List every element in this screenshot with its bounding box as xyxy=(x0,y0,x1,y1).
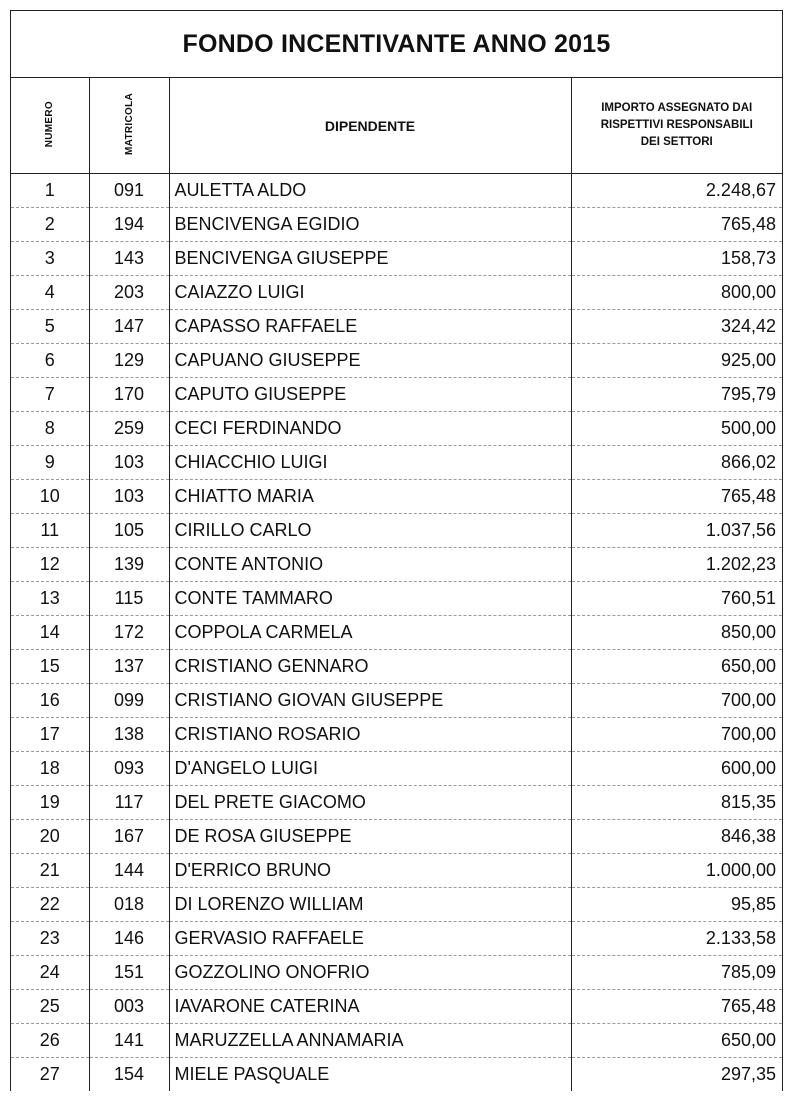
table-body xyxy=(11,174,782,1092)
cell-matricola: 139 xyxy=(89,548,169,582)
cell-numero: 14 xyxy=(11,616,89,650)
table-row xyxy=(11,548,782,582)
cell-matricola: 115 xyxy=(89,582,169,616)
table-row xyxy=(11,752,782,786)
header-dipendente: DIPENDENTE xyxy=(169,78,571,174)
cell-numero: 5 xyxy=(11,310,89,344)
cell-numero: 3 xyxy=(11,242,89,276)
cell-numero: 11 xyxy=(11,514,89,548)
cell-importo: 2.248,67 xyxy=(571,174,782,208)
cell-importo: 1.202,23 xyxy=(571,548,782,582)
cell-importo: 650,00 xyxy=(571,650,782,684)
table-row xyxy=(11,854,782,888)
cell-dipendente: CHIATTO MARIA xyxy=(169,480,571,514)
cell-numero: 18 xyxy=(11,752,89,786)
cell-matricola: 147 xyxy=(89,310,169,344)
cell-numero: 22 xyxy=(11,888,89,922)
cell-dipendente: D'ERRICO BRUNO xyxy=(169,854,571,888)
cell-matricola: 144 xyxy=(89,854,169,888)
cell-importo: 650,00 xyxy=(571,1024,782,1058)
cell-dipendente: CRISTIANO GENNARO xyxy=(169,650,571,684)
cell-importo: 95,85 xyxy=(571,888,782,922)
cell-numero: 15 xyxy=(11,650,89,684)
cell-dipendente: DE ROSA GIUSEPPE xyxy=(169,820,571,854)
table-row xyxy=(11,650,782,684)
cell-numero: 25 xyxy=(11,990,89,1024)
cell-matricola: 093 xyxy=(89,752,169,786)
header-matricola: MATRICOLA xyxy=(89,78,169,174)
cell-matricola: 103 xyxy=(89,446,169,480)
cell-numero: 21 xyxy=(11,854,89,888)
cell-numero: 27 xyxy=(39,1064,60,1084)
header-importo-line: DEI SETTORI xyxy=(640,136,713,148)
header-importo-line: RISPETTIVI RESPONSABILI xyxy=(600,119,753,131)
cell-matricola: 138 xyxy=(89,718,169,752)
cell-matricola: 170 xyxy=(89,378,169,412)
cell-dipendente: CECI FERDINANDO xyxy=(169,412,571,446)
cell-numero: 19 xyxy=(11,786,89,820)
cell-numero: 26 xyxy=(11,1024,89,1058)
table-header-row xyxy=(11,78,782,174)
cell-dipendente: CAPASSO RAFFAELE xyxy=(169,310,571,344)
cell-dipendente: CAPUANO GIUSEPPE xyxy=(169,344,571,378)
cell-dipendente: CONTE ANTONIO xyxy=(169,548,571,582)
cell-matricola: 259 xyxy=(89,412,169,446)
cell-numero: 8 xyxy=(11,412,89,446)
table-row xyxy=(11,582,782,616)
cell-dipendente: CRISTIANO ROSARIO xyxy=(169,718,571,752)
table-row xyxy=(11,820,782,854)
cell-dipendente: COPPOLA CARMELA xyxy=(169,616,571,650)
cell-numero: 9 xyxy=(11,446,89,480)
cell-matricola: 151 xyxy=(89,956,169,990)
cell-importo: 500,00 xyxy=(571,412,782,446)
table-row xyxy=(11,344,782,378)
cell-matricola: 137 xyxy=(89,650,169,684)
table-row xyxy=(11,786,782,820)
table-row xyxy=(11,480,782,514)
cell-dipendente: DI LORENZO WILLIAM xyxy=(169,888,571,922)
cell-numero: 10 xyxy=(11,480,89,514)
cell-dipendente: GERVASIO RAFFAELE xyxy=(169,922,571,956)
cell-numero: 17 xyxy=(11,718,89,752)
table-row xyxy=(11,922,782,956)
table-row xyxy=(11,1024,782,1058)
table-row xyxy=(11,378,782,412)
cell-importo: 785,09 xyxy=(571,956,782,990)
cell-dipendente: IAVARONE CATERINA xyxy=(169,990,571,1024)
cell-importo: 765,48 xyxy=(571,208,782,242)
incentive-table xyxy=(11,78,782,1091)
table-row xyxy=(11,616,782,650)
cell-dipendente: BENCIVENGA EGIDIO xyxy=(169,208,571,242)
cell-importo: 1.037,56 xyxy=(571,514,782,548)
cell-dipendente: BENCIVENGA GIUSEPPE xyxy=(169,242,571,276)
cell-importo: 846,38 xyxy=(571,820,782,854)
cell-matricola: 105 xyxy=(89,514,169,548)
cell-matricola: 141 xyxy=(89,1024,169,1058)
cell-importo: 324,42 xyxy=(571,310,782,344)
cell-numero: 12 xyxy=(11,548,89,582)
cell-dipendente: CAPUTO GIUSEPPE xyxy=(169,378,571,412)
table-row xyxy=(11,684,782,718)
table-row xyxy=(11,718,782,752)
cell-numero: 16 xyxy=(11,684,89,718)
cell-matricola: 154 xyxy=(89,1058,169,1092)
table-row xyxy=(11,208,782,242)
cell-dipendente: CONTE TAMMARO xyxy=(169,582,571,616)
table-row xyxy=(11,412,782,446)
cell-matricola: 129 xyxy=(89,344,169,378)
table-row xyxy=(11,174,782,208)
cell-dipendente: D'ANGELO LUIGI xyxy=(169,752,571,786)
cell-dipendente: GOZZOLINO ONOFRIO xyxy=(169,956,571,990)
header-importo-line: IMPORTO ASSEGNATO DAI xyxy=(601,102,753,114)
table-row xyxy=(11,242,782,276)
table-row xyxy=(11,956,782,990)
cell-importo: 760,51 xyxy=(571,582,782,616)
cell-matricola: 167 xyxy=(89,820,169,854)
cell-matricola: 172 xyxy=(89,616,169,650)
cell-matricola: 146 xyxy=(89,922,169,956)
table-row xyxy=(11,990,782,1024)
cell-matricola: 203 xyxy=(89,276,169,310)
cell-importo: 765,48 xyxy=(571,990,782,1024)
cell-importo: 850,00 xyxy=(571,616,782,650)
header-importo xyxy=(571,78,782,174)
cell-matricola: 117 xyxy=(89,786,169,820)
cell-importo: 700,00 xyxy=(571,684,782,718)
cell-numero: 24 xyxy=(11,956,89,990)
cell-dipendente: MARUZZELLA ANNAMARIA xyxy=(169,1024,571,1058)
cell-numero: 4 xyxy=(11,276,89,310)
cell-dipendente: CAIAZZO LUIGI xyxy=(169,276,571,310)
cell-dipendente: CHIACCHIO LUIGI xyxy=(169,446,571,480)
cell-importo: 1.000,00 xyxy=(571,854,782,888)
cell-dipendente: MIELE PASQUALE xyxy=(169,1058,571,1092)
table-row xyxy=(11,888,782,922)
cell-importo: 866,02 xyxy=(571,446,782,480)
cell-matricola: 194 xyxy=(89,208,169,242)
cell-matricola: 099 xyxy=(89,684,169,718)
cell-matricola: 003 xyxy=(89,990,169,1024)
cell-importo: 2.133,58 xyxy=(571,922,782,956)
table-row xyxy=(11,1058,782,1092)
cell-numero: 13 xyxy=(11,582,89,616)
cell-importo: 795,79 xyxy=(571,378,782,412)
cell-numero: 20 xyxy=(11,820,89,854)
cell-importo: 800,00 xyxy=(571,276,782,310)
cell-numero: 23 xyxy=(11,922,89,956)
document-title: FONDO INCENTIVANTE ANNO 2015 xyxy=(11,11,782,78)
cell-importo: 765,48 xyxy=(571,480,782,514)
cell-numero: 2 xyxy=(11,208,89,242)
table-row xyxy=(11,514,782,548)
cell-numero: 7 xyxy=(11,378,89,412)
cell-importo: 158,73 xyxy=(571,242,782,276)
table-row xyxy=(11,276,782,310)
cell-dipendente: CRISTIANO GIOVAN GIUSEPPE xyxy=(169,684,571,718)
cell-importo: 297,35 xyxy=(571,1058,782,1092)
cell-dipendente: CIRILLO CARLO xyxy=(169,514,571,548)
cell-matricola: 143 xyxy=(89,242,169,276)
cell-importo: 815,35 xyxy=(571,786,782,820)
cell-matricola: 091 xyxy=(89,174,169,208)
table-row xyxy=(11,446,782,480)
header-numero: NUMERO xyxy=(11,78,89,174)
cell-matricola: 018 xyxy=(89,888,169,922)
cell-dipendente: AULETTA ALDO xyxy=(169,174,571,208)
cell-numero: 1 xyxy=(11,174,89,208)
table-row xyxy=(11,310,782,344)
cell-dipendente: DEL PRETE GIACOMO xyxy=(169,786,571,820)
cell-importo: 600,00 xyxy=(571,752,782,786)
cell-matricola: 103 xyxy=(89,480,169,514)
cell-importo: 700,00 xyxy=(571,718,782,752)
document-sheet xyxy=(10,10,783,1091)
cell-importo: 925,00 xyxy=(571,344,782,378)
cell-numero: 6 xyxy=(11,344,89,378)
